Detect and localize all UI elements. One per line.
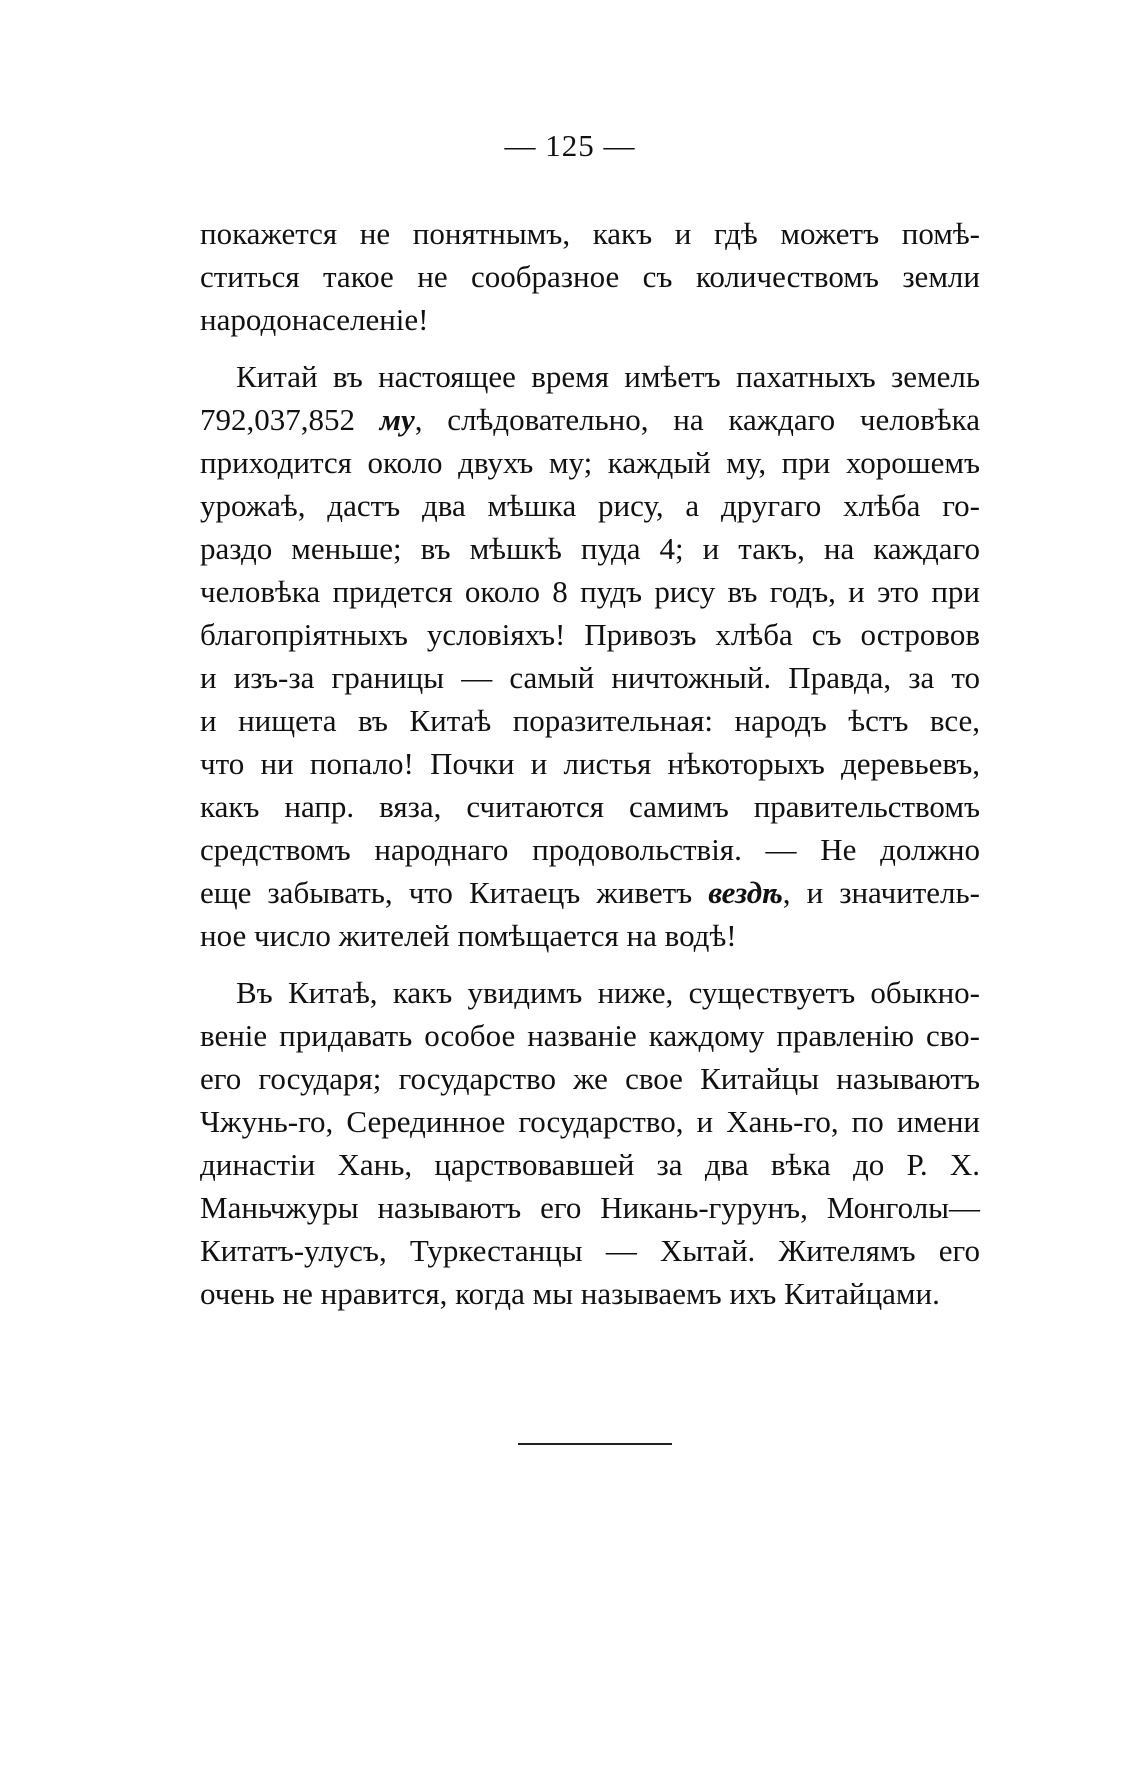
- text-line: ное число жителей помѣщается на водѣ!: [200, 918, 737, 953]
- text-line: веніе придавать особое названіе каждому правленію сво-: [200, 1018, 980, 1053]
- paragraph: [200, 212, 980, 341]
- text-line: Въ Китаѣ, какъ увидимъ ниже, существуетъ обыкно-: [236, 975, 980, 1010]
- text-line: Китатъ-улусъ, Туркестанцы — Хытай. Жителямъ его: [200, 1233, 980, 1268]
- text-line: народонаселеніе!: [200, 302, 429, 337]
- text-line: средствомъ народнаго продовольствія. — Не должно: [200, 832, 980, 867]
- text-line: ститься такое не сообразное съ количествомъ земли: [200, 259, 980, 294]
- text-line: человѣка придется около 8 пудъ рису въ годъ, и это при: [200, 574, 980, 609]
- paragraph: [200, 355, 980, 957]
- text-line: благопріятныхъ условіяхъ! Привозъ хлѣба съ островов: [200, 617, 980, 652]
- section-rule: [518, 1443, 672, 1445]
- emphasized-word: му: [379, 402, 415, 437]
- emphasized-word: вездѣ: [708, 875, 783, 910]
- text-line: раздо меньше; въ мѣшкѣ пуда 4; и такъ, на каждаго: [200, 531, 980, 566]
- text-line: какъ напр. вяза, считаются самимъ правительствомъ: [200, 789, 980, 824]
- page-number: — 125 —: [504, 128, 636, 163]
- text-line: покажется не понятнымъ, какъ и гдѣ можетъ помѣ-: [200, 216, 980, 251]
- text-line: и изъ-за границы — самый ничтожный. Правда, за то: [200, 660, 980, 695]
- text-line: его государя; государство же свое Китайцы называютъ: [200, 1061, 980, 1096]
- text-line: очень не нравится, когда мы называемъ ихъ Китайцами.: [200, 1276, 940, 1311]
- text-line: что ни попало! Почки и листья нѣкоторыхъ деревьевъ,: [200, 746, 980, 781]
- text-line: и нищета въ Китаѣ поразительная: народъ ѣстъ все,: [200, 703, 980, 738]
- text-line: Китай въ настоящее время имѣетъ пахатныхъ земель: [236, 359, 980, 394]
- text-line: урожаѣ, дастъ два мѣшка рису, а другаго хлѣба го-: [200, 488, 980, 523]
- text-line: династіи Хань, царствовавшей за два вѣка до Р. Х.: [200, 1147, 980, 1182]
- body-text: [200, 212, 980, 1315]
- paragraph: [200, 971, 980, 1315]
- text-line: 792,037,852 му, слѣдовательно, на каждаго человѣка: [200, 402, 980, 437]
- text-line: Маньчжуры называютъ его Никань-гурунъ, Монголы—: [200, 1190, 980, 1225]
- paragraph-gap: [200, 957, 980, 971]
- text-line: еще забывать, что Китаецъ живетъ вездѣ, и значитель-: [200, 875, 980, 910]
- text-line: Чжунь-го, Серединное государство, и Хань-го, по имени: [200, 1104, 980, 1139]
- text-line: приходится около двухъ му; каждый му, при хорошемъ: [200, 445, 980, 480]
- paragraph-gap: [200, 341, 980, 355]
